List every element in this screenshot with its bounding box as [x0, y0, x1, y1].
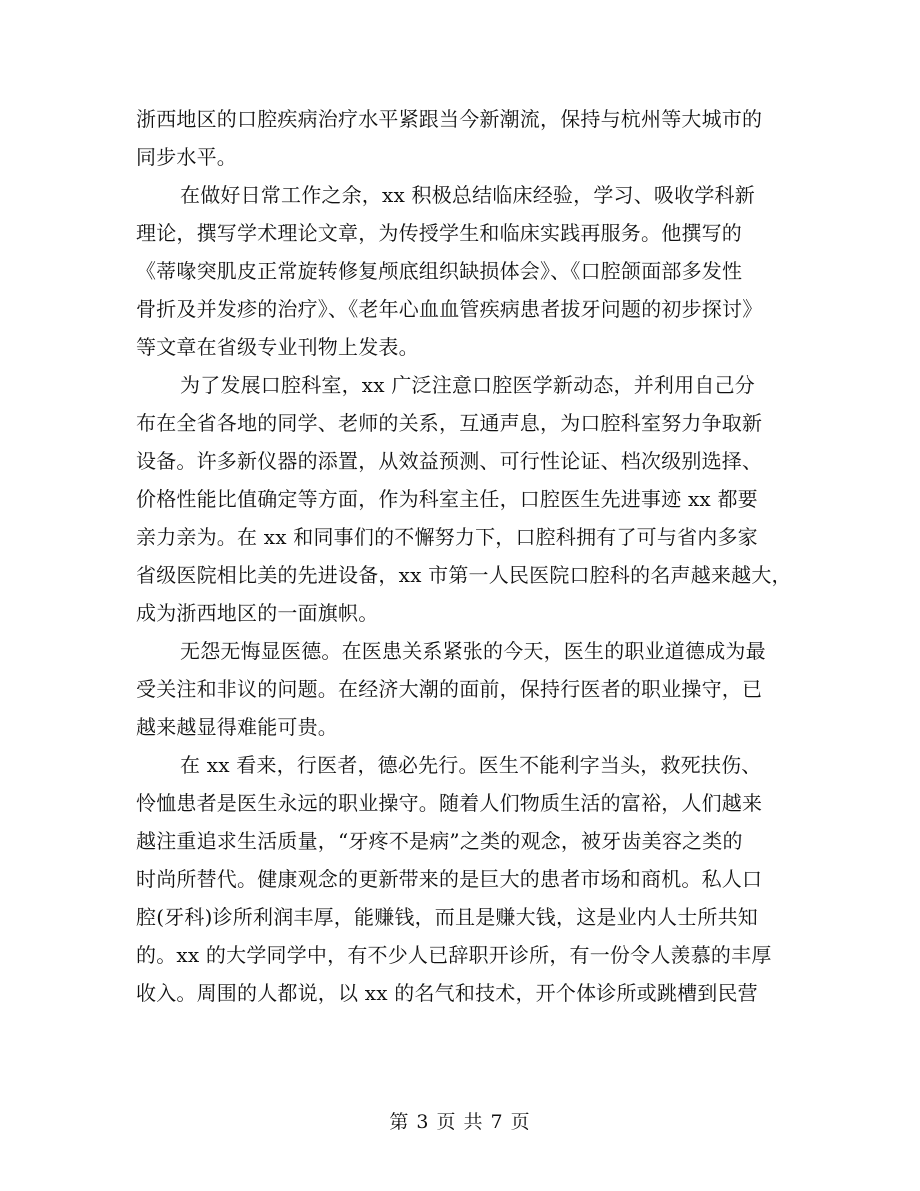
- paragraph: [136, 366, 796, 632]
- text-line: 收入。周围的人都说，以 xx 的名气和技术，开个体诊所或跳槽到民营: [136, 981, 758, 1005]
- text-line: 布在全省各地的同学、老师的关系，互通声息，为口腔科室努力争取新: [136, 411, 763, 435]
- document-body: [136, 100, 796, 1012]
- text-line: 的。xx 的大学同学中，有不少人已辞职开诊所，有一份令人羡慕的丰厚: [136, 943, 772, 967]
- text-line: 价格性能比值确定等方面，作为科室主任，口腔医生先进事迹 xx 都要: [136, 487, 758, 511]
- text-line: 浙西地区的口腔疾病治疗水平紧跟当今新潮流，保持与杭州等大城市的: [136, 107, 763, 131]
- text-line: 省级医院相比美的先进设备，xx 市第一人民医院口腔科的名声越来越大，: [136, 563, 792, 587]
- text-line: 腔(牙科)诊所利润丰厚，能赚钱，而且是赚大钱，这是业内人士所共知: [136, 905, 759, 929]
- text-line: 在 xx 看来，行医者，德必先行。医生不能利字当头，救死扶伤、: [180, 753, 762, 777]
- text-line: 理论，撰写学术理论文章，为传授学生和临床实践再服务。他撰写的: [136, 221, 742, 245]
- text-line: 受关注和非议的问题。在经济大潮的面前，保持行医者的职业操守，已: [136, 677, 763, 701]
- text-line: 《蒂喙突肌皮正常旋转修复颅底组织缺损体会》、《口腔颌面部多发性: [136, 259, 743, 283]
- paragraph: [136, 100, 796, 176]
- paragraph: [136, 176, 796, 366]
- text-line: 无怨无悔显医德。在医患关系紧张的今天，医生的职业道德成为最: [180, 639, 766, 663]
- text-line: 亲力亲为。在 xx 和同事们的不懈努力下，口腔科拥有了可与省内多家: [136, 525, 758, 549]
- paragraph: [136, 632, 796, 746]
- text-line: 在做好日常工作之余，xx 积极总结临床经验，学习、吸收学科新: [180, 183, 755, 207]
- page-footer: [0, 1107, 920, 1134]
- text-line: 同步水平。: [136, 145, 237, 169]
- text-line: 为了发展口腔科室，xx 广泛注意口腔医学新动态，并利用自己分: [180, 373, 755, 397]
- text-line: 怜恤患者是医生永远的职业操守。随着人们物质生活的富裕，人们越来: [136, 791, 763, 815]
- text-line: 越来越显得难能可贵。: [136, 715, 338, 739]
- text-line: 越注重追求生活质量，“牙疼不是病”之类的观念，被牙齿美容之类的: [136, 829, 743, 853]
- text-line: 时尚所替代。健康观念的更新带来的是巨大的患者市场和商机。私人口: [136, 867, 763, 891]
- paragraph: [136, 746, 796, 1012]
- text-line: 设备。许多新仪器的添置，从效益预测、可行性论证、档次级别选择、: [136, 449, 763, 473]
- page-number-label: 第 3 页 共 7 页: [389, 1111, 531, 1133]
- text-line: 成为浙西地区的一面旗帜。: [136, 601, 379, 625]
- text-line: 骨折及并发疹的治疗》、《老年心血血管疾病患者拔牙问题的初步探讨》: [136, 297, 763, 321]
- text-line: 等文章在省级专业刊物上发表。: [136, 335, 419, 359]
